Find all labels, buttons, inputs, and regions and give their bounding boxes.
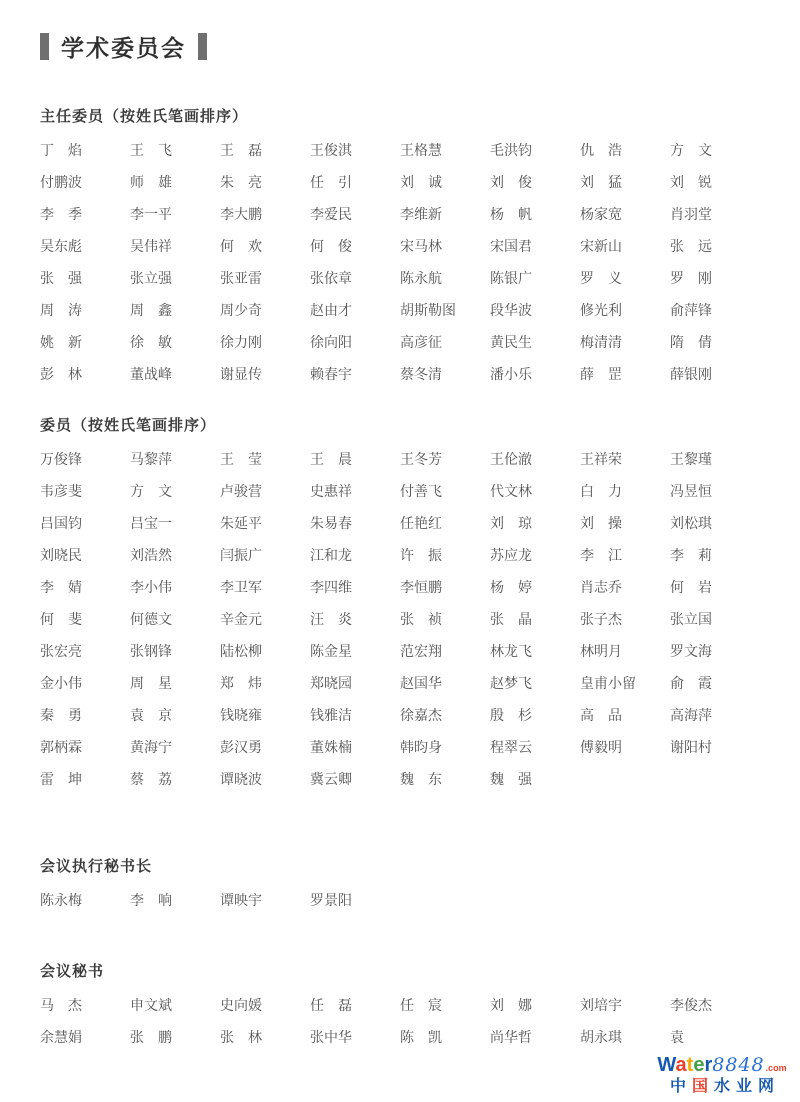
member-name: 冯昱恒 [670, 483, 712, 499]
secretary-name: 刘培宇 [580, 997, 622, 1013]
member-name: 李 莉 [670, 547, 712, 563]
member-name: 何 斐 [40, 611, 82, 627]
member-name: 吕宝一 [130, 515, 172, 531]
chair-name: 徐力刚 [220, 334, 262, 350]
watermark-letter: r [704, 1054, 713, 1077]
member-name: 朱易春 [310, 515, 352, 531]
chair-name: 李维新 [400, 206, 442, 222]
chair-name: 方 文 [670, 142, 712, 158]
chair-name: 王格慧 [400, 142, 442, 158]
chair-name: 宋马林 [400, 238, 442, 254]
member-name: 罗文海 [670, 643, 712, 659]
secretary-name: 任 磊 [310, 997, 352, 1013]
member-name: 殷 杉 [490, 707, 532, 723]
chair-name: 何 欢 [220, 238, 262, 254]
chair-name: 赖春宇 [310, 366, 352, 382]
member-name: 刘浩然 [130, 547, 172, 563]
member-name: 李小伟 [130, 579, 172, 595]
chair-name: 仇 浩 [580, 142, 622, 158]
member-name: 秦 勇 [40, 707, 82, 723]
watermark-number: 8848 [712, 1054, 765, 1077]
secretary-name: 胡永琪 [580, 1029, 622, 1045]
chair-name: 吴东彪 [40, 238, 82, 254]
chair-name: 黄民生 [490, 334, 532, 350]
chair-name: 刘 猛 [580, 174, 622, 190]
member-name: 王黎瑾 [670, 451, 712, 467]
chair-name: 徐 敏 [130, 334, 172, 350]
member-name: 何 岩 [670, 579, 712, 595]
secretary-name: 刘 娜 [490, 997, 532, 1013]
watermark-line2 [646, 1078, 798, 1096]
chair-name: 潘小乐 [490, 366, 532, 382]
member-name: 张 晶 [490, 611, 532, 627]
secretary-name: 袁 [670, 1029, 684, 1045]
chair-name: 杨家宽 [580, 206, 622, 222]
chair-name: 丁 焰 [40, 142, 82, 158]
chair-name: 张 强 [40, 270, 82, 286]
member-name: 马黎萍 [130, 451, 172, 467]
member-name: 史惠祥 [310, 483, 352, 499]
members-name-grid [40, 443, 760, 795]
page-title [40, 30, 760, 63]
title-right-bar-icon [198, 33, 207, 60]
member-name: 韦彦斐 [40, 483, 82, 499]
watermark-letter: e [693, 1054, 705, 1077]
member-name: 方 文 [130, 483, 172, 499]
secretary-heading: 会议秘书 [40, 963, 105, 980]
member-name: 郑 炜 [220, 675, 262, 691]
chair-name: 刘 诚 [400, 174, 442, 190]
members-section-heading: 委员（按姓氏笔画排序） [40, 417, 217, 434]
chair-name: 罗 义 [580, 270, 622, 286]
secretary-name: 申文斌 [130, 997, 172, 1013]
member-name: 蔡 荔 [130, 771, 172, 787]
member-name: 白 力 [580, 483, 622, 499]
member-name: 林明月 [580, 643, 622, 659]
watermark-letter: a [675, 1054, 687, 1077]
chair-name: 隋 倩 [670, 334, 712, 350]
member-name: 魏 东 [400, 771, 442, 787]
chair-name: 彭 林 [40, 366, 82, 382]
page-title-text: 学术委员会 [61, 35, 186, 61]
secretary-name: 马 杰 [40, 997, 82, 1013]
chair-name: 王 飞 [130, 142, 172, 158]
secretary-name: 李俊杰 [670, 997, 712, 1013]
member-name: 刘晓民 [40, 547, 82, 563]
member-name: 许 振 [400, 547, 442, 563]
watermark-cn-char: 中 [669, 1078, 686, 1096]
secretary-name: 余慧娟 [40, 1029, 82, 1045]
chair-name: 刘 锐 [670, 174, 712, 190]
member-name: 赵梦飞 [490, 675, 532, 691]
chair-name: 肖羽堂 [670, 206, 712, 222]
secretary-name: 史向媛 [220, 997, 262, 1013]
watermark [646, 1054, 798, 1096]
chair-name: 高彦征 [400, 334, 442, 350]
chair-name: 张依章 [310, 270, 352, 286]
member-name: 朱延平 [220, 515, 262, 531]
member-name: 王祥荣 [580, 451, 622, 467]
member-name: 谭晓波 [220, 771, 262, 787]
member-name: 李恒鹏 [400, 579, 442, 595]
member-name: 钱晓雍 [220, 707, 262, 723]
member-name: 江和龙 [310, 547, 352, 563]
member-name: 雷 坤 [40, 771, 82, 787]
member-name: 皇甫小留 [580, 675, 636, 691]
title-left-bar-icon [40, 33, 49, 60]
chair-name: 周少奇 [220, 302, 262, 318]
chair-name: 李一平 [130, 206, 172, 222]
chair-name: 俞萍锋 [670, 302, 712, 318]
member-name: 刘 操 [580, 515, 622, 531]
member-name: 汪 炎 [310, 611, 352, 627]
member-name: 张宏亮 [40, 643, 82, 659]
chair-name: 胡斯勒图 [400, 302, 456, 318]
secretary-name: 陈 凯 [400, 1029, 442, 1045]
member-name: 吕国钧 [40, 515, 82, 531]
chair-name: 王 磊 [220, 142, 262, 158]
member-name: 代文林 [490, 483, 532, 499]
exec-secretary-heading: 会议执行秘书长 [40, 858, 153, 875]
member-name: 张钢锋 [130, 643, 172, 659]
chair-name: 宋新山 [580, 238, 622, 254]
chair-name: 任 引 [310, 174, 352, 190]
chairs-name-grid [40, 134, 760, 390]
member-name: 钱雅洁 [310, 707, 352, 723]
watermark-cn-char: 业 [736, 1078, 753, 1096]
member-name: 俞 霞 [670, 675, 712, 691]
secretary-name: 张 林 [220, 1029, 262, 1045]
member-name: 王冬芳 [400, 451, 442, 467]
member-name: 冀云卿 [310, 771, 352, 787]
chair-name: 王俊淇 [310, 142, 352, 158]
watermark-cn-char: 水 [713, 1078, 730, 1096]
chair-name: 梅清清 [580, 334, 622, 350]
member-name: 郭柄霖 [40, 739, 82, 755]
chair-name: 李大鹏 [220, 206, 262, 222]
member-name: 林龙飞 [490, 643, 532, 659]
member-name: 张子杰 [580, 611, 622, 627]
member-name: 王 莹 [220, 451, 262, 467]
member-name: 程翠云 [490, 739, 532, 755]
watermark-letter: t [686, 1054, 694, 1077]
member-name: 李 婧 [40, 579, 82, 595]
watermark-cn-char: 国 [691, 1078, 708, 1096]
chair-name: 何 俊 [310, 238, 352, 254]
chair-name: 段华波 [490, 302, 532, 318]
chair-name: 师 雄 [130, 174, 172, 190]
chair-name: 陈永航 [400, 270, 442, 286]
member-name: 高海萍 [670, 707, 712, 723]
chair-name: 李 季 [40, 206, 82, 222]
chair-name: 吴伟祥 [130, 238, 172, 254]
watermark-line1 [646, 1054, 798, 1076]
chair-name: 姚 新 [40, 334, 82, 350]
chair-name: 谢显传 [220, 366, 262, 382]
member-name: 任艳红 [400, 515, 442, 531]
member-name: 董姝楠 [310, 739, 352, 755]
member-name: 付善飞 [400, 483, 442, 499]
member-name: 周 星 [130, 675, 172, 691]
chair-name: 付鹏波 [40, 174, 82, 190]
chair-name: 陈银广 [490, 270, 532, 286]
member-name: 徐嘉杰 [400, 707, 442, 723]
exec-secretary-name: 罗景阳 [310, 892, 352, 908]
member-name: 张 祯 [400, 611, 442, 627]
chair-name: 张亚雷 [220, 270, 262, 286]
member-name: 范宏翔 [400, 643, 442, 659]
member-name: 刘 琼 [490, 515, 532, 531]
member-name: 赵国华 [400, 675, 442, 691]
member-name: 杨 婷 [490, 579, 532, 595]
member-name: 刘松琪 [670, 515, 712, 531]
member-name: 闫振广 [220, 547, 262, 563]
chair-name: 蔡冬清 [400, 366, 442, 382]
member-name: 彭汉勇 [220, 739, 262, 755]
chair-name: 李爱民 [310, 206, 352, 222]
chair-name: 宋国君 [490, 238, 532, 254]
member-name: 李四维 [310, 579, 352, 595]
chairs-section-heading: 主任委员（按姓氏笔画排序） [40, 108, 249, 125]
chair-name: 毛洪钧 [490, 142, 532, 158]
member-name: 张立国 [670, 611, 712, 627]
secretary-grid [40, 989, 760, 1053]
exec-secretary-name: 陈永梅 [40, 892, 82, 908]
member-name: 金小伟 [40, 675, 82, 691]
member-name: 陆松柳 [220, 643, 262, 659]
chair-name: 薛 罡 [580, 366, 622, 382]
watermark-letter: W [657, 1054, 676, 1077]
chair-name: 杨 帆 [490, 206, 532, 222]
exec-secretary-name: 李 响 [130, 892, 172, 908]
member-name: 傅毅明 [580, 739, 622, 755]
chair-name: 罗 刚 [670, 270, 712, 286]
member-name: 李 江 [580, 547, 622, 563]
watermark-cn-char: 网 [758, 1078, 775, 1096]
secretary-name: 任 宸 [400, 997, 442, 1013]
chair-name: 刘 俊 [490, 174, 532, 190]
committee-page [0, 30, 800, 1053]
secretary-name: 张 鹏 [130, 1029, 172, 1045]
watermark-domain: .com [765, 1063, 787, 1074]
chair-name: 张 远 [670, 238, 712, 254]
member-name: 王 晨 [310, 451, 352, 467]
member-name: 高 品 [580, 707, 622, 723]
member-name: 万俊锋 [40, 451, 82, 467]
member-name: 黄海宁 [130, 739, 172, 755]
member-name: 何德文 [130, 611, 172, 627]
member-name: 王伦澈 [490, 451, 532, 467]
member-name: 袁 京 [130, 707, 172, 723]
member-name: 陈金星 [310, 643, 352, 659]
member-name: 韩昀身 [400, 739, 442, 755]
member-name: 辛金元 [220, 611, 262, 627]
secretary-name: 张中华 [310, 1029, 352, 1045]
secretary-name: 尚华哲 [490, 1029, 532, 1045]
member-name: 卢骏营 [220, 483, 262, 499]
member-name: 李卫军 [220, 579, 262, 595]
member-name: 谢阳村 [670, 739, 712, 755]
chair-name: 周 涛 [40, 302, 82, 318]
member-name: 苏应龙 [490, 547, 532, 563]
chair-name: 修光利 [580, 302, 622, 318]
chair-name: 董战峰 [130, 366, 172, 382]
member-name: 魏 强 [490, 771, 532, 787]
exec-secretary-grid [40, 884, 760, 916]
exec-secretary-name: 谭映宇 [220, 892, 262, 908]
chair-name: 赵由才 [310, 302, 352, 318]
member-name: 郑晓园 [310, 675, 352, 691]
chair-name: 徐向阳 [310, 334, 352, 350]
chair-name: 周 鑫 [130, 302, 172, 318]
chair-name: 张立强 [130, 270, 172, 286]
chair-name: 朱 亮 [220, 174, 262, 190]
chair-name: 薛银刚 [670, 366, 712, 382]
watermark-water-text [657, 1054, 712, 1076]
member-name: 肖志乔 [580, 579, 622, 595]
